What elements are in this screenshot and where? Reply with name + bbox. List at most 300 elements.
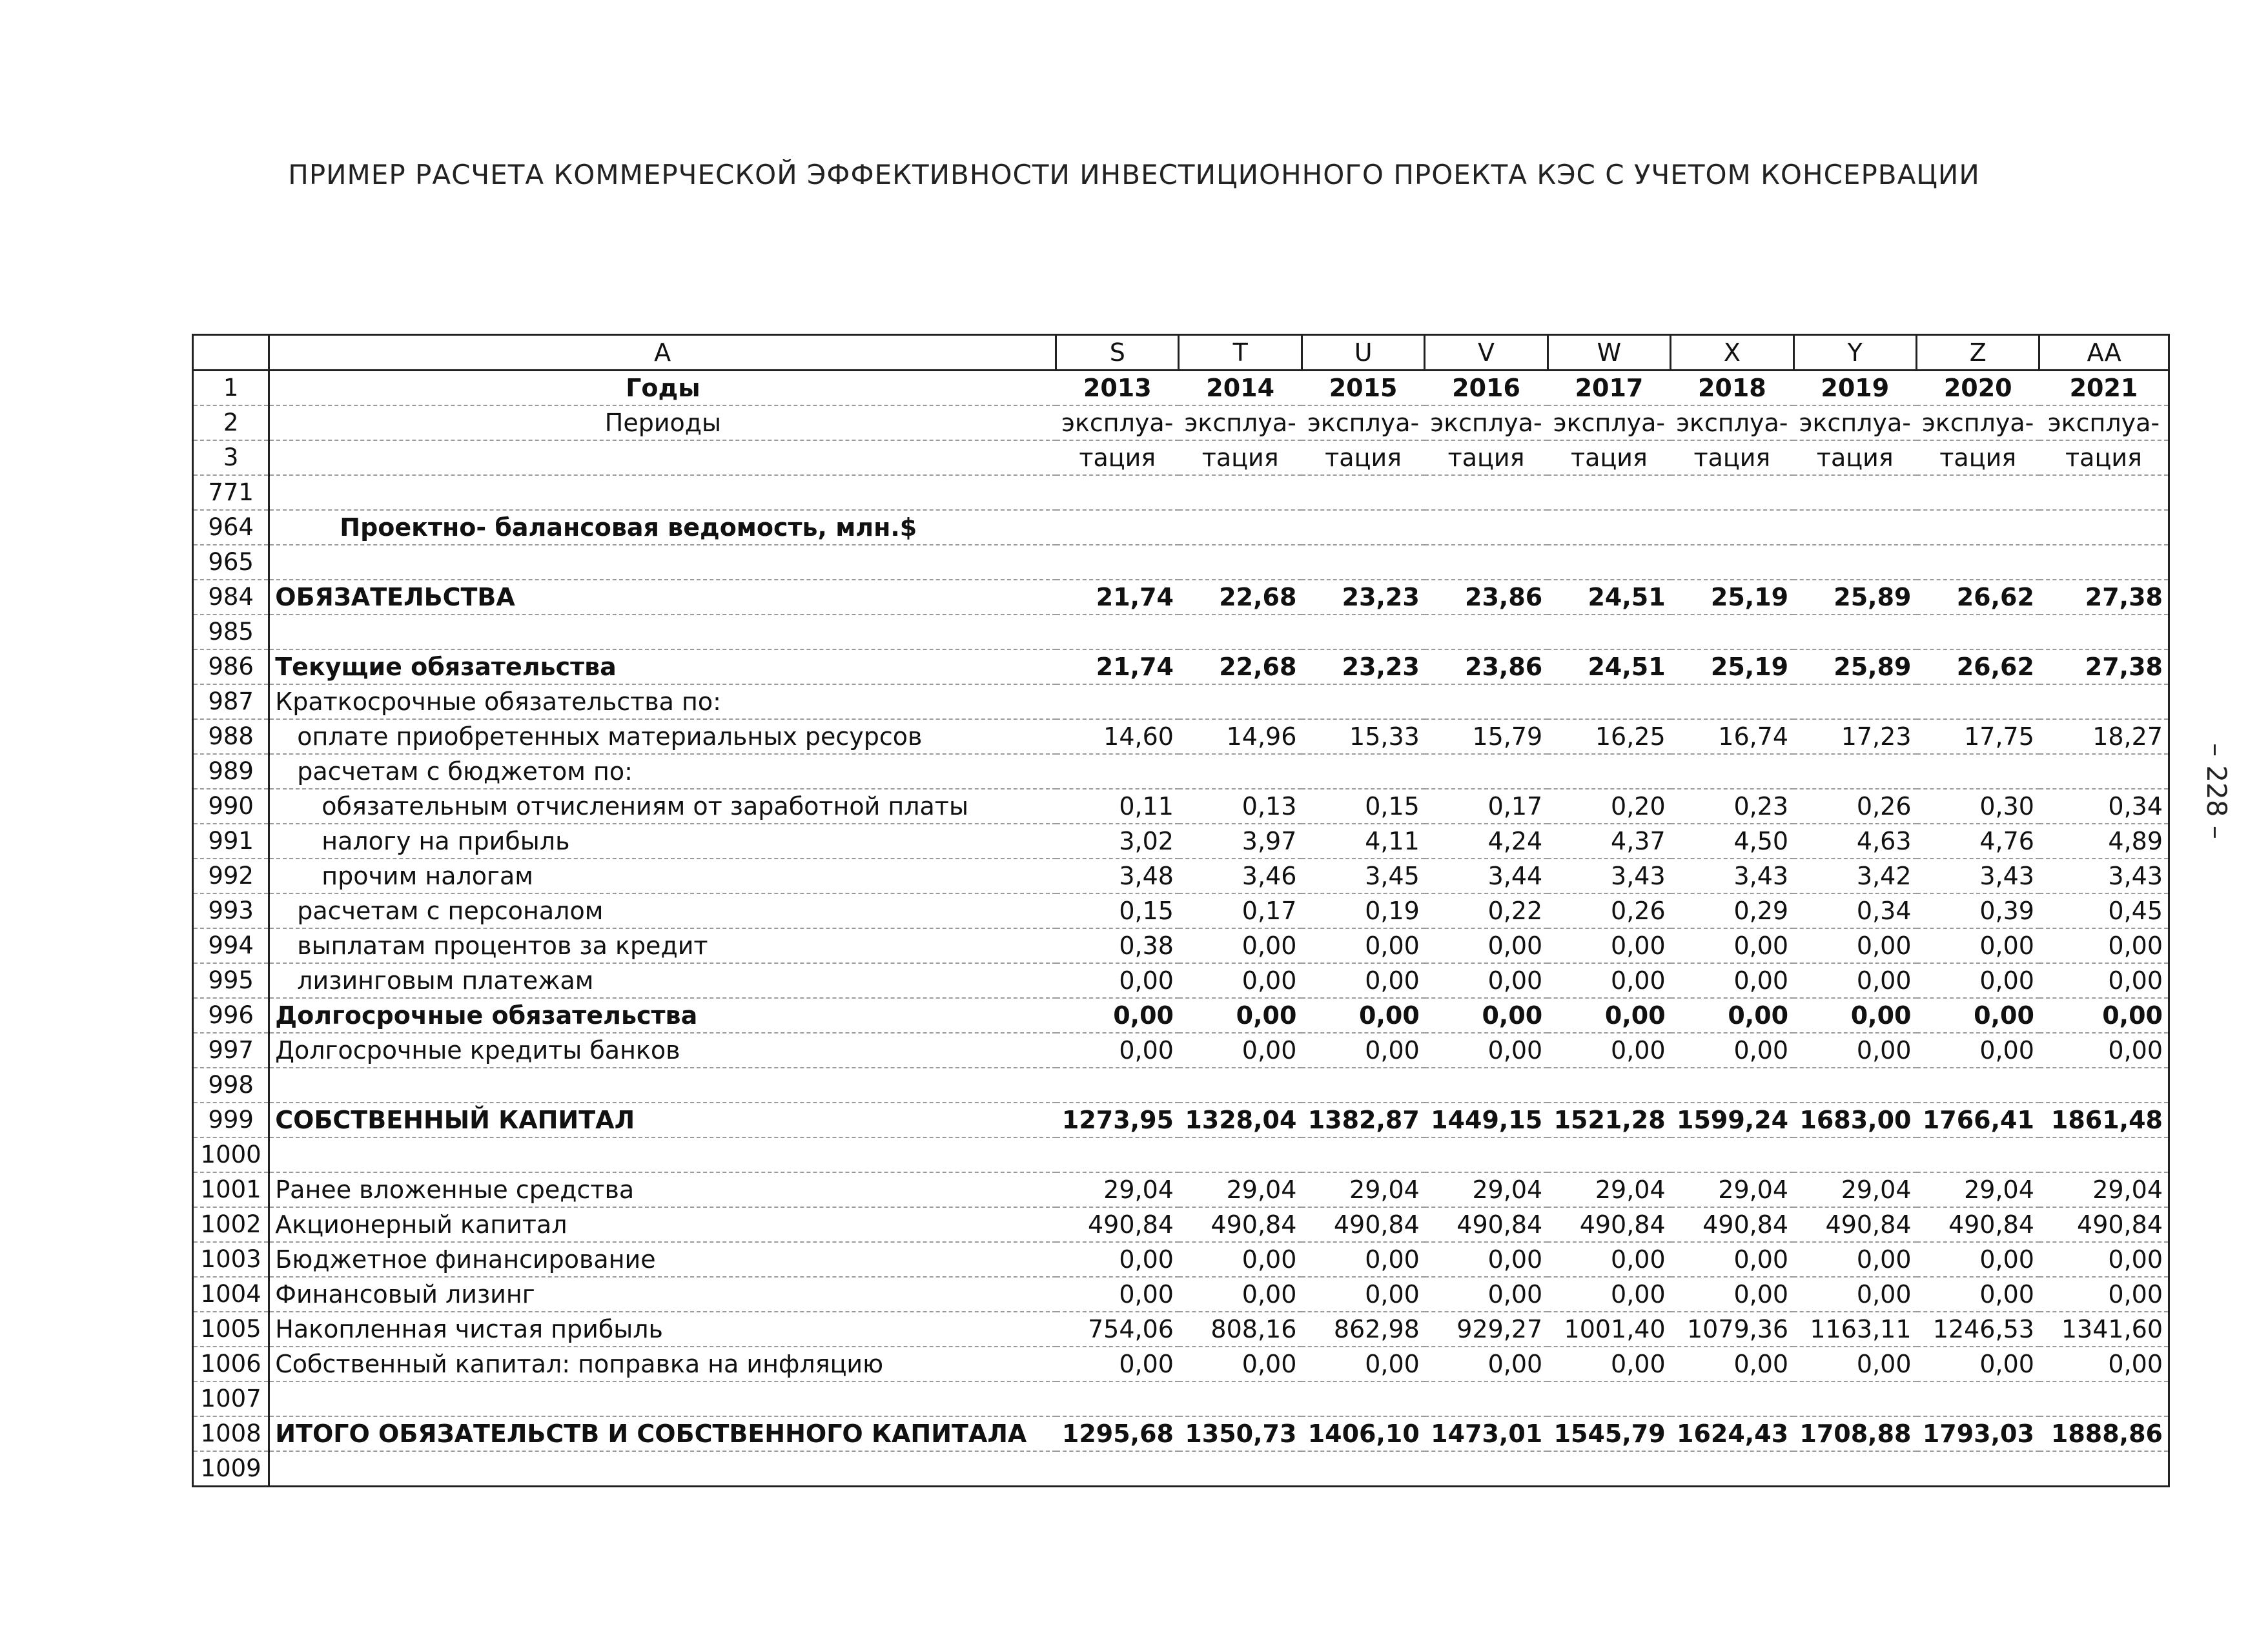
value-cell: 0,00 [2039,1033,2169,1068]
value-cell: 0,00 [1179,1033,1302,1068]
year-cell: 2021 [2039,371,2169,406]
value-cell [1179,1451,1302,1487]
period-cell: тация [1793,440,1916,475]
row-number: 990 [193,789,269,824]
column-letter: T [1179,335,1302,371]
value-cell [1917,615,2039,649]
value-cell [1917,684,2039,719]
row-label: лизинговым платежам [269,963,1056,998]
value-cell: 1449,15 [1425,1103,1548,1137]
value-cell: 29,04 [1179,1172,1302,1207]
value-cell [1302,1381,1424,1416]
value-cell [1917,1137,2039,1172]
row-label: расчетам с бюджетом по: [269,754,1056,789]
value-cell [1671,684,1793,719]
table-row [193,893,2169,928]
value-cell: 17,75 [1917,719,2039,754]
value-cell: 0,00 [1548,1033,1670,1068]
year-cell: 2020 [1917,371,2039,406]
table-row [193,615,2169,649]
value-cell: 0,00 [1179,1277,1302,1312]
value-cell: 490,84 [1671,1207,1793,1242]
value-cell [1548,1137,1670,1172]
value-cell: 29,04 [2039,1172,2169,1207]
value-cell: 16,25 [1548,719,1670,754]
value-cell: 862,98 [1302,1312,1424,1347]
value-cell: 3,45 [1302,859,1424,893]
page-number-text: – 228 – [2200,742,2232,839]
table-row [193,963,2169,998]
value-cell: 1599,24 [1671,1103,1793,1137]
row-number: 771 [193,475,269,510]
value-cell: 1545,79 [1548,1416,1670,1451]
value-cell: 27,38 [2039,649,2169,684]
row-number: 987 [193,684,269,719]
value-cell [1302,615,1424,649]
row-number: 1000 [193,1137,269,1172]
value-cell [1056,615,1179,649]
row-number: 1001 [193,1172,269,1207]
value-cell: 3,02 [1056,824,1179,859]
value-cell: 3,48 [1056,859,1179,893]
value-cell [1793,615,1916,649]
value-cell [2039,1137,2169,1172]
column-letter-row [193,335,2169,371]
periods-row-2 [193,440,2169,475]
value-cell: 0,00 [1425,1347,1548,1381]
table-row [193,1207,2169,1242]
value-cell: 0,00 [1793,1347,1916,1381]
value-cell: 0,00 [1179,1347,1302,1381]
value-cell [1793,684,1916,719]
value-cell [1302,754,1424,789]
value-cell: 3,43 [1671,859,1793,893]
value-cell: 0,00 [2039,963,2169,998]
row-label: налогу на прибыль [269,824,1056,859]
value-cell [1671,1137,1793,1172]
blank-cell [269,440,1056,475]
value-cell: 1246,53 [1917,1312,2039,1347]
value-cell [1671,1381,1793,1416]
period-cell: тация [1548,440,1670,475]
value-cell [1425,1451,1548,1487]
value-cell [1671,545,1793,580]
value-cell: 1163,11 [1793,1312,1916,1347]
row-label [269,1381,1056,1416]
value-cell: 1350,73 [1179,1416,1302,1451]
value-cell [1056,1451,1179,1487]
value-cell [1179,684,1302,719]
row-label: Накопленная чистая прибыль [269,1312,1056,1347]
table-row [193,1277,2169,1312]
value-cell [1179,754,1302,789]
period-cell: эксплуа- [1302,405,1424,440]
table-row [193,1033,2169,1068]
value-cell [1056,754,1179,789]
value-cell: 26,62 [1917,580,2039,615]
value-cell [1548,1381,1670,1416]
value-cell [1548,754,1670,789]
value-cell [1056,1137,1179,1172]
value-cell [1793,1451,1916,1487]
value-cell [1302,1137,1424,1172]
value-cell [1056,684,1179,719]
year-cell: 2015 [1302,371,1424,406]
period-cell: эксплуа- [1179,405,1302,440]
value-cell [2039,684,2169,719]
value-cell: 25,89 [1793,649,1916,684]
value-cell: 0,00 [1793,998,1916,1033]
value-cell: 0,30 [1917,789,2039,824]
table-row [193,824,2169,859]
value-cell [2039,615,2169,649]
period-cell: эксплуа- [1548,405,1670,440]
value-cell: 1406,10 [1302,1416,1424,1451]
value-cell: 0,00 [1671,928,1793,963]
table-row [193,789,2169,824]
value-cell: 0,00 [2039,1242,2169,1277]
column-letter: X [1671,335,1793,371]
value-cell [1793,754,1916,789]
section-row [193,510,2169,545]
row-number: 1004 [193,1277,269,1312]
row-number: 995 [193,963,269,998]
value-cell: 29,04 [1302,1172,1424,1207]
value-cell [2039,1068,2169,1103]
row-number: 986 [193,649,269,684]
value-cell: 23,86 [1425,580,1548,615]
row-label: расчетам с персоналом [269,893,1056,928]
row-number: 1008 [193,1416,269,1451]
row-number: 1009 [193,1451,269,1487]
value-cell: 0,15 [1302,789,1424,824]
value-cell: 0,34 [1793,893,1916,928]
table-row [193,580,2169,615]
value-cell: 490,84 [2039,1207,2169,1242]
value-cell [1548,684,1670,719]
row-label [269,545,1056,580]
value-cell: 1683,00 [1793,1103,1916,1137]
year-cell: 2019 [1793,371,1916,406]
value-cell: 29,04 [1793,1172,1916,1207]
value-cell: 929,27 [1425,1312,1548,1347]
value-cell [1548,615,1670,649]
value-cell: 0,00 [1425,1277,1548,1312]
value-cell: 1341,60 [2039,1312,2169,1347]
row-number: 984 [193,580,269,615]
period-cell: эксплуа- [1793,405,1916,440]
value-cell [1179,1137,1302,1172]
value-cell: 490,84 [1548,1207,1670,1242]
value-cell: 14,60 [1056,719,1179,754]
periods-label: Периоды [269,405,1056,440]
row-label: Финансовый лизинг [269,1277,1056,1312]
value-cell: 22,68 [1179,649,1302,684]
corner-cell [193,335,269,371]
row-number: 993 [193,893,269,928]
value-cell: 24,51 [1548,649,1670,684]
value-cell: 0,17 [1179,893,1302,928]
value-cell [1302,1451,1424,1487]
value-cell: 0,00 [1671,1242,1793,1277]
value-cell: 490,84 [1302,1207,1424,1242]
row-label [269,1137,1056,1172]
value-cell: 0,00 [1056,1347,1179,1381]
periods-row [193,405,2169,440]
row-label: ОБЯЗАТЕЛЬСТВА [269,580,1056,615]
row-label [269,1068,1056,1103]
value-cell: 0,00 [1793,928,1916,963]
value-cell [1548,1451,1670,1487]
value-cell [1179,1068,1302,1103]
table-row [193,1068,2169,1103]
value-cell: 1473,01 [1425,1416,1548,1451]
table-row [193,475,2169,510]
value-cell: 3,44 [1425,859,1548,893]
value-cell [1056,545,1179,580]
value-cell: 4,24 [1425,824,1548,859]
row-number: 965 [193,545,269,580]
value-cell [1179,545,1302,580]
value-cell: 0,00 [1548,1277,1670,1312]
value-cell: 21,74 [1056,580,1179,615]
row-number: 999 [193,1103,269,1137]
table-row [193,1312,2169,1347]
value-cell: 1382,87 [1302,1103,1424,1137]
value-cell: 490,84 [1179,1207,1302,1242]
period-cell: эксплуа- [2039,405,2169,440]
value-cell: 4,76 [1917,824,2039,859]
value-cell [1056,1068,1179,1103]
value-cell [1425,754,1548,789]
row-label: выплатам процентов за кредит [269,928,1056,963]
year-cell: 2018 [1671,371,1793,406]
value-cell [1917,1381,2039,1416]
balance-sheet-table [192,334,2170,1487]
value-cell [1425,684,1548,719]
value-cell: 4,63 [1793,824,1916,859]
value-cell: 0,22 [1425,893,1548,928]
value-cell: 4,37 [1548,824,1670,859]
value-cell: 25,19 [1671,649,1793,684]
value-cell: 0,00 [1302,998,1424,1033]
value-cell: 0,00 [1056,998,1179,1033]
value-cell: 1766,41 [1917,1103,2039,1137]
value-cell: 3,97 [1179,824,1302,859]
value-cell [1179,1381,1302,1416]
value-cell: 23,23 [1302,649,1424,684]
value-cell [1425,1137,1548,1172]
value-cell [1548,1068,1670,1103]
value-cell: 26,62 [1917,649,2039,684]
value-cell [2039,545,2169,580]
value-cell: 25,89 [1793,580,1916,615]
section-title: Проектно- балансовая ведомость, млн.$ [269,510,2169,545]
value-cell: 0,23 [1671,789,1793,824]
year-cell: 2014 [1179,371,1302,406]
value-cell [2039,1451,2169,1487]
value-cell: 0,13 [1179,789,1302,824]
period-cell: эксплуа- [1671,405,1793,440]
value-cell [1793,1137,1916,1172]
row-label: Бюджетное финансирование [269,1242,1056,1277]
value-cell: 1624,43 [1671,1416,1793,1451]
value-cell: 0,00 [1548,963,1670,998]
period-cell: тация [1917,440,2039,475]
value-cell: 25,19 [1671,580,1793,615]
row-number: 988 [193,719,269,754]
row-number: 992 [193,859,269,893]
value-cell: 1328,04 [1179,1103,1302,1137]
value-cell: 17,23 [1793,719,1916,754]
column-letter: V [1425,335,1548,371]
value-cell: 0,00 [2039,1347,2169,1381]
period-cell: тация [1056,440,1179,475]
value-cell: 29,04 [1917,1172,2039,1207]
value-cell: 0,20 [1548,789,1670,824]
table-row [193,1242,2169,1277]
value-cell: 0,00 [1302,1242,1424,1277]
value-cell: 0,00 [1917,1277,2039,1312]
value-cell: 0,00 [1302,1033,1424,1068]
table-row [193,1172,2169,1207]
value-cell: 0,29 [1671,893,1793,928]
value-cell: 490,84 [1793,1207,1916,1242]
row-number: 996 [193,998,269,1033]
table-row [193,1451,2169,1487]
value-cell: 1295,68 [1056,1416,1179,1451]
value-cell: 15,79 [1425,719,1548,754]
page-title: ПРИМЕР РАСЧЕТА КОММЕРЧЕСКОЙ ЭФФЕКТИВНОСТИ ИНВЕСТИЦИОННОГО ПРОЕКТА КЭС С УЧЕТОМ КОНСЕРВАЦИИ [288,159,1980,190]
value-cell: 0,00 [1793,1242,1916,1277]
value-cell: 0,00 [1056,1033,1179,1068]
row-number: 989 [193,754,269,789]
period-cell: тация [1425,440,1548,475]
row-number: 997 [193,1033,269,1068]
value-cell [1302,1068,1424,1103]
value-cell: 4,11 [1302,824,1424,859]
value-cell: 0,34 [2039,789,2169,824]
value-cell [1425,1068,1548,1103]
value-cell: 21,74 [1056,649,1179,684]
table-row [193,859,2169,893]
period-cell: эксплуа- [1917,405,2039,440]
row-number: 1007 [193,1381,269,1416]
value-cell [1548,545,1670,580]
row-label: Ранее вложенные средства [269,1172,1056,1207]
value-cell: 0,00 [1179,928,1302,963]
value-cell: 0,00 [1671,1033,1793,1068]
value-cell: 0,00 [1917,1242,2039,1277]
row-number: 2 [193,405,269,440]
row-number: 1005 [193,1312,269,1347]
value-cell: 1888,86 [2039,1416,2169,1451]
table-row [193,1347,2169,1381]
row-label: Краткосрочные обязательства по: [269,684,1056,719]
value-cell: 0,39 [1917,893,2039,928]
value-cell [2039,1381,2169,1416]
value-cell: 0,00 [1793,1033,1916,1068]
value-cell: 29,04 [1056,1172,1179,1207]
table-row [193,998,2169,1033]
value-cell: 0,00 [1425,963,1548,998]
value-cell: 0,00 [1548,1347,1670,1381]
table-row [193,928,2169,963]
value-cell: 0,00 [1056,963,1179,998]
value-cell: 1793,03 [1917,1416,2039,1451]
row-number: 3 [193,440,269,475]
year-cell: 2016 [1425,371,1548,406]
row-number: 991 [193,824,269,859]
value-cell [1425,545,1548,580]
row-label: ИТОГО ОБЯЗАТЕЛЬСТВ И СОБСТВЕННОГО КАПИТАЛА [269,1416,1056,1451]
value-cell [1671,615,1793,649]
table-row [193,1416,2169,1451]
value-cell [1056,1381,1179,1416]
period-cell: тация [1671,440,1793,475]
value-cell: 0,17 [1425,789,1548,824]
value-cell: 0,00 [2039,998,2169,1033]
value-cell: 0,00 [1302,963,1424,998]
row-label: оплате приобретенных материальных ресурсов [269,719,1056,754]
column-letter-label: A [269,335,1056,371]
years-row [193,371,2169,406]
value-cell [1302,545,1424,580]
row-number: 985 [193,615,269,649]
row-number: 1002 [193,1207,269,1242]
column-letter: U [1302,335,1424,371]
value-cell: 1708,88 [1793,1416,1916,1451]
value-cell [1671,1451,1793,1487]
value-cell: 3,43 [1548,859,1670,893]
value-cell: 754,06 [1056,1312,1179,1347]
value-cell: 0,00 [1793,1277,1916,1312]
column-letter: Z [1917,335,2039,371]
period-cell: эксплуа- [1056,405,1179,440]
value-cell: 0,00 [1548,1242,1670,1277]
value-cell: 23,86 [1425,649,1548,684]
value-cell: 0,00 [1425,1033,1548,1068]
table-row [193,1381,2169,1416]
row-label [269,1451,1056,1487]
value-cell [1671,1068,1793,1103]
value-cell: 3,43 [2039,859,2169,893]
period-cell: эксплуа- [1425,405,1548,440]
value-cell: 16,74 [1671,719,1793,754]
value-cell: 29,04 [1548,1172,1670,1207]
value-cell: 0,11 [1056,789,1179,824]
value-cell: 0,19 [1302,893,1424,928]
row-number: 1003 [193,1242,269,1277]
value-cell [1917,754,2039,789]
value-cell: 3,43 [1917,859,2039,893]
column-letter: S [1056,335,1179,371]
value-cell: 0,45 [2039,893,2169,928]
year-cell: 2017 [1548,371,1670,406]
value-cell: 0,00 [1179,963,1302,998]
value-cell [1302,684,1424,719]
value-cell: 0,15 [1056,893,1179,928]
value-cell [1793,545,1916,580]
value-cell: 15,33 [1302,719,1424,754]
row-label: Долгосрочные кредиты банков [269,1033,1056,1068]
value-cell: 0,00 [1917,1033,2039,1068]
blank-cell [269,475,2169,510]
value-cell: 0,00 [1425,928,1548,963]
value-cell: 0,00 [1302,1277,1424,1312]
value-cell [1179,615,1302,649]
value-cell: 0,00 [1671,1277,1793,1312]
